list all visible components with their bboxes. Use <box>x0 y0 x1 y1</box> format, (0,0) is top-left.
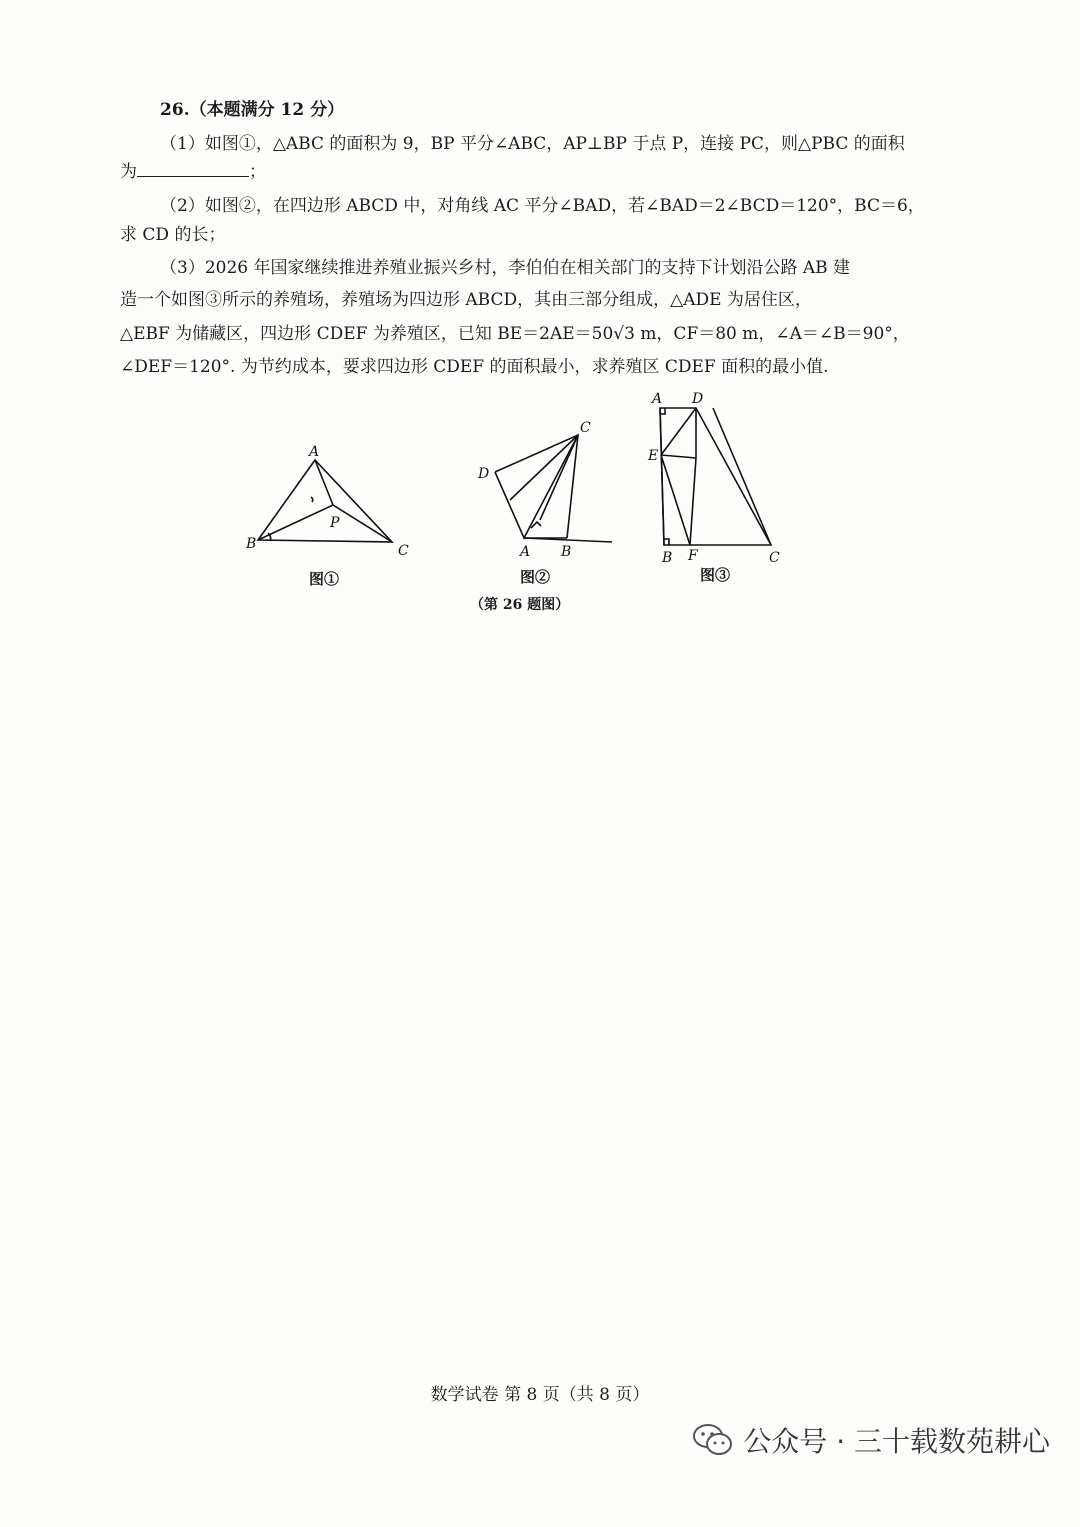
part2-line2: 求 CD 的长； <box>120 225 226 245</box>
fig3-caption: 图③ <box>700 566 731 584</box>
watermark-text: 公众号 · 三十载数苑耕心 <box>743 1425 1050 1458</box>
part2-line1: （2）如图②，在四边形 ABCD 中，对角线 AC 平分∠BAD，若∠BAD＝2∠BCD＝120°，BC＝6， <box>160 196 925 216</box>
fig1-label-P: P <box>330 515 340 531</box>
fig2-label-C: C <box>580 420 591 436</box>
part1-prefix: 为 <box>120 162 137 182</box>
watermark <box>693 1420 1050 1460</box>
fig1-label-C: C <box>398 543 409 559</box>
fig1-caption: 图① <box>309 570 340 588</box>
fig2-label-A: A <box>520 544 531 560</box>
part3-line3: △EBF 为储藏区，四边形 CDEF 为养殖区，已知 BE＝2AE＝50√3 m，CF＝80 m，∠A＝∠B＝90°， <box>120 324 910 344</box>
question-heading: 26.（本题满分 12 分） <box>160 100 345 120</box>
page-footer: 数学试卷 第 8 页（共 8 页） <box>430 1385 650 1405</box>
fig3-label-F: F <box>688 548 698 564</box>
wechat-icon <box>693 1423 733 1457</box>
figure-1-diagram <box>258 460 392 542</box>
part3-line4: ∠DEF＝120°. 为节约成本，要求四边形 CDEF 的面积最小，求养殖区 CDEF 面积的最小值. <box>120 357 829 377</box>
fig1-label-A: A <box>309 444 320 460</box>
figures-svg <box>0 0 1080 620</box>
part3-line1: （3）2026 年国家继续推进养殖业振兴乡村，李伯伯在相关部门的支持下计划沿公路 AB 建 <box>160 258 851 278</box>
fig2-caption: 图② <box>520 568 551 586</box>
part1-line1: （1）如图①，△ABC 的面积为 9，BP 平分∠ABC，AP⊥BP 于点 P，连接 PC，则△PBC 的面积 <box>160 134 905 154</box>
fig3-label-A: A <box>652 391 663 407</box>
figure-2-diagram <box>495 435 612 542</box>
fig3-label-B: B <box>662 550 673 566</box>
part1-suffix: ； <box>249 162 266 182</box>
fig2-label-D: D <box>478 466 490 482</box>
part3-line2: 造一个如图③所示的养殖场，养殖场为四边形 ABCD，其由三部分组成，△ADE 为居住区， <box>120 290 812 310</box>
fig3-label-E: E <box>648 448 659 464</box>
fig2-label-B: B <box>561 544 572 560</box>
fig3-label-C: C <box>769 550 780 566</box>
figure-group-caption: （第 26 题图） <box>470 597 570 613</box>
figure-3-diagram <box>660 408 771 545</box>
fig1-label-B: B <box>246 536 257 552</box>
fig3-label-D: D <box>692 391 704 407</box>
